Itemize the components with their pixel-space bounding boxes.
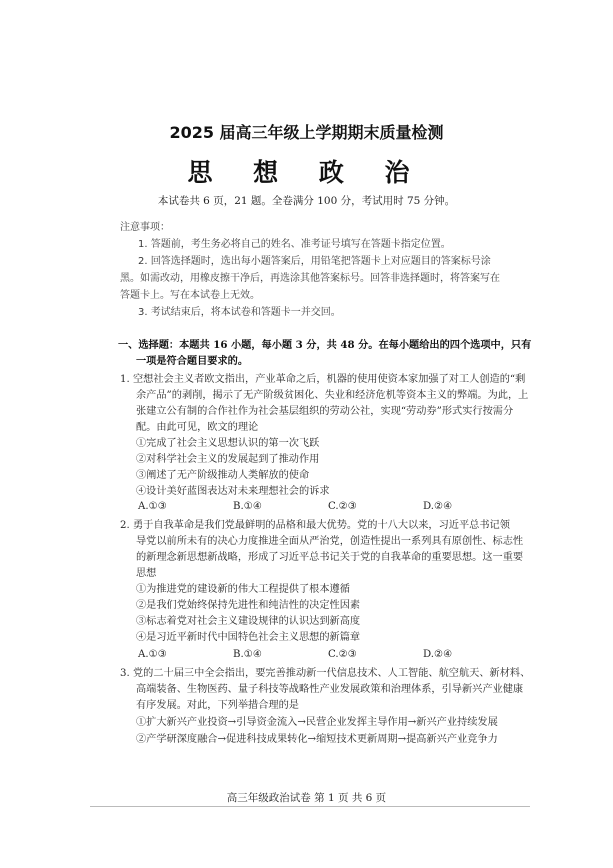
question-2-stem: 思想 [136,568,157,579]
question-3-statement: ①扩大新兴产业投资→引导资金流入→民营企业发挥主导作用→新兴产业持续发展 [136,717,498,728]
option-c: C.②③ [328,649,357,660]
question-2-statement: ③标志着党对社会主义建设规律的认识达到新高度 [136,616,361,627]
page-footer: 高三年级政治试卷 第 1 页 共 6 页 [226,792,387,804]
notice-item: 1. 答题前，考生务必将自己的姓名、准考证号填写在答题卡指定位置。 [138,239,451,250]
subject-title: 思 想 政 治 [187,158,426,187]
option-d: D.②④ [423,501,453,512]
question-1-options [138,501,518,512]
option-b: B.①④ [233,501,262,512]
question-2-stem: 导党以前所未有的决心力度推进全面从严治党，创造性提出一系列具有原创性、标志性 [136,536,524,547]
question-1-statement: ①完成了社会主义思想认识的第一次飞跃 [136,438,320,449]
question-1-stem: 配。由此可见，欧文的理论 [136,422,259,433]
question-1-stem: 1. 空想社会主义者欧文指出，产业革命之后，机器的使用使资本家加强了对工人创造的“剩 [120,374,526,385]
notice-item: 黑。如需改动，用橡皮擦干净后，再选涂其他答案标号。回答非选择题时，将答案写在 [120,273,500,284]
option-c: C.②③ [328,501,357,512]
question-2-stem: 2. 勇于自我革命是我们党最鲜明的品格和最大优势。党的十八大以来，习近平总书记领 [120,520,510,531]
question-2-statement: ④是习近平新时代中国特色社会主义思想的新篇章 [136,632,361,643]
question-2-statement: ②是我们党始终保持先进性和纯洁性的决定性因素 [136,600,361,611]
question-2-options [138,649,518,660]
question-3-stem: 有序发展。对此，下列举措合理的是 [136,700,299,711]
question-1-stem: 张建立公有制的合作社作为社会基层组织的劳动公社，实现“劳动券”形式实行按需分 [136,406,514,417]
question-1-statement: ②对科学社会主义的发展起到了推动作用 [136,454,320,465]
question-2-stem: 的新理念新思想新战略，形成了习近平总书记关于党的自我革命的重要思想。这一重要 [136,552,524,563]
option-d: D.②④ [423,649,453,660]
section-heading: 一、选择题：本题共 16 小题，每小题 3 分，共 48 分。在每小题给出的四个选项中，只有 [118,339,532,351]
question-3-statement: ②产学研深度融合→促进科技成果转化→缩短技术更新周期→提高新兴产业竞争力 [136,734,498,745]
exam-info: 本试卷共 6 页，21 题。全卷满分 100 分，考试用时 75 分钟。 [157,195,456,207]
option-a: A.①③ [138,501,167,512]
question-1-statement: ④设计美好蓝图表达对未来理想社会的诉求 [136,486,330,497]
bottom-divider [90,806,530,807]
exam-title: 2025 届高三年级上学期期末质量检测 [169,123,444,142]
question-3-stem: 3. 党的二十届三中全会指出，要完善推动新一代信息技术、人工智能、航空航天、新材料、 [120,668,531,679]
question-1-statement: ③阐述了无产阶级推动人类解放的使命 [136,470,310,481]
question-3-stem: 高端装备、生物医药、量子科技等战略性产业发展政策和治理体系，引导新兴产业健康 [136,684,524,695]
notice-item: 2. 回答选择题时，选出每小题答案后，用铅笔把答题卡上对应题目的答案标号涂 [138,256,491,267]
question-2-statement: ①为推进党的建设新的伟大工程提供了根本遵循 [136,584,350,595]
notice-heading: 注意事项： [120,222,170,233]
option-b: B.①④ [233,649,262,660]
section-heading-cont: 一项是符合题目要求的。 [136,355,249,367]
option-a: A.①③ [138,649,167,660]
notice-item: 答题卡上。写在本试卷上无效。 [120,290,260,301]
notice-item: 3. 考试结束后，将本试卷和答题卡一并交回。 [138,307,341,318]
question-1-stem: 余产品”的剥削，揭示了无产阶级贫困化、失业和经济危机等资本主义的弊端。为此，上 [136,390,529,401]
